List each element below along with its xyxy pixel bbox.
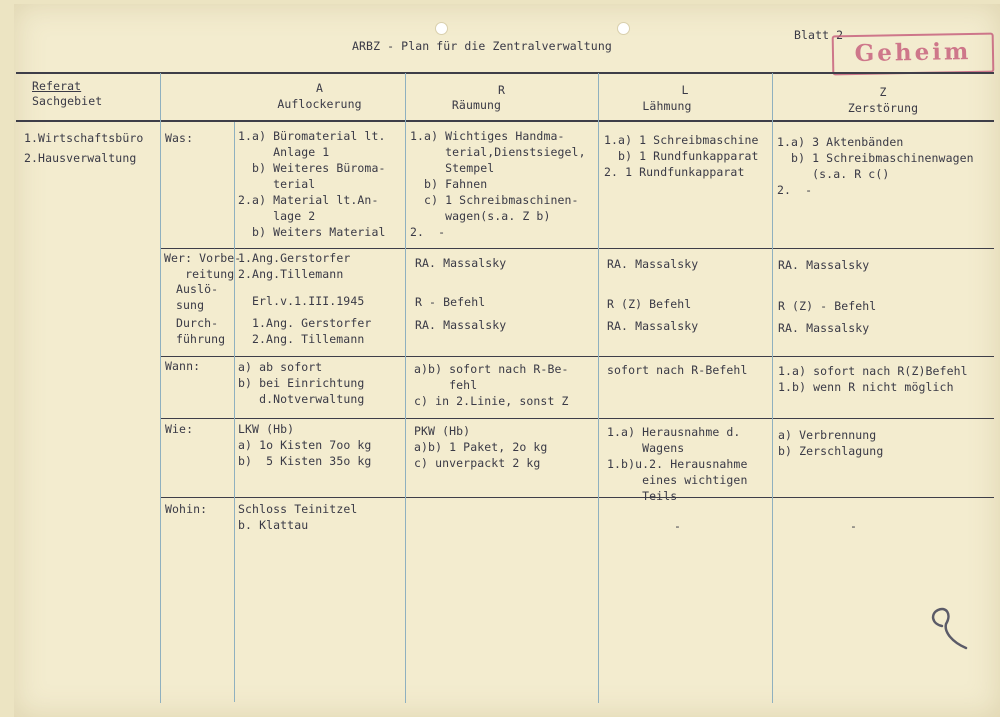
- wann-cell-z: 1.a) sofort nach R(Z)Befehl 1.b) wenn R nicht möglich: [778, 364, 968, 394]
- header-a-name: Auflockerung: [277, 97, 362, 111]
- row-label-was: Was:: [165, 131, 194, 145]
- wer-z-ausloesung: R (Z) - Befehl: [778, 299, 877, 313]
- rule-was-bottom: [160, 248, 994, 249]
- rule-wie-bottom: [160, 497, 994, 498]
- wann-cell-a: a) ab sofort b) bei Einrichtung d.Notverwaltung: [238, 360, 365, 406]
- wer-a-ausloesung: Erl.v.1.III.1945: [252, 294, 365, 308]
- rule-top: [16, 72, 994, 74]
- wie-cell-r: PKW (Hb) a)b) 1 Paket, 2o kg c) unverpackt 2 kg: [414, 424, 548, 470]
- rule-wer-bottom: [160, 356, 994, 357]
- row-label-wohin: Wohin:: [165, 502, 208, 516]
- punch-hole-left: [435, 22, 448, 35]
- header-referat: Referat: [32, 79, 82, 93]
- wer-r-vorbereitung: RA. Massalsky: [415, 256, 507, 270]
- column-rule-2: [234, 122, 235, 702]
- wohin-cell-z: -: [850, 519, 858, 533]
- geheim-stamp: Geheim: [832, 33, 995, 76]
- referat-item-2: 2.Hausverwaltung: [24, 151, 137, 165]
- wann-cell-l: sofort nach R-Befehl: [607, 363, 748, 377]
- wer-a-vorbereitung: 1.Ang.Gerstorfer 2.Ang.Tillemann: [238, 251, 351, 281]
- wer-z-durchfuehrung: RA. Massalsky: [778, 321, 870, 335]
- wer-a-durchfuehrung: 1.Ang. Gerstorfer 2.Ang. Tillemann: [252, 316, 372, 346]
- row-label-wer-durchfuehrung: Durch- führung: [176, 316, 226, 346]
- referat-item-1: 1.Wirtschaftsbüro: [24, 131, 144, 145]
- header-sachgebiet: Sachgebiet: [32, 94, 103, 108]
- sheet-number: Blatt 2: [794, 28, 844, 42]
- header-r-letter: R: [497, 83, 506, 97]
- was-cell-a: 1.a) Büromaterial lt. Anlage 1 b) Weiteres Büroma- terial 2.a) Material lt.An- lage 2 b) Weiters Material: [238, 129, 386, 239]
- wer-l-vorbereitung: RA. Massalsky: [607, 257, 699, 271]
- document-title: ARBZ - Plan für die Zentralverwaltung: [352, 39, 612, 53]
- column-rule-3: [405, 73, 406, 703]
- header-l-letter: L: [681, 83, 689, 97]
- wer-l-durchfuehrung: RA. Massalsky: [607, 319, 699, 333]
- wann-cell-r: a)b) sofort nach R-Be- fehl c) in 2.Linie, sonst Z: [414, 362, 569, 408]
- was-cell-l: 1.a) 1 Schreibmaschine b) 1 Rundfunkapparat 2. 1 Rundfunkapparat: [604, 133, 759, 179]
- wer-r-durchfuehrung: RA. Massalsky: [415, 318, 507, 332]
- row-label-wer-ausloesung: Auslö- sung: [176, 282, 219, 312]
- header-r-name: Räumung: [451, 98, 502, 112]
- header-z-name: Zerstörung: [847, 101, 919, 115]
- column-rule-5: [772, 73, 773, 703]
- wie-cell-a: LKW (Hb) a) 1o Kisten 7oo kg b) 5 Kisten 35o kg: [238, 422, 372, 468]
- pencil-mark-nine: [922, 604, 972, 654]
- row-label-wann: Wann:: [165, 359, 201, 373]
- header-a-letter: A: [315, 81, 324, 95]
- header-z-letter: Z: [879, 85, 887, 99]
- column-rule-1: [160, 73, 161, 703]
- wohin-cell-a: Schloss Teinitzel b. Klattau: [238, 502, 358, 532]
- wie-cell-l: 1.a) Herausnahme d. Wagens 1.b)u.2. Herausnahme eines wichtigen Teils: [607, 425, 748, 503]
- row-label-wie: Wie:: [165, 422, 194, 436]
- punch-hole-right: [617, 22, 630, 35]
- rule-header-bottom: [16, 120, 994, 122]
- header-l-name: Lähmung: [642, 99, 692, 113]
- wer-r-ausloesung: R - Befehl: [415, 295, 486, 309]
- wohin-cell-l: -: [674, 519, 682, 533]
- wie-cell-z: a) Verbrennung b) Zerschlagung: [778, 428, 884, 458]
- wer-l-ausloesung: R (Z) Befehl: [607, 297, 692, 311]
- was-cell-z: 1.a) 3 Aktenbänden b) 1 Schreibmaschinenwagen (s.a. R c() 2. -: [777, 135, 974, 197]
- was-cell-r: 1.a) Wichtiges Handma- terial,Dienstsiegel, Stempel b) Fahnen c) 1 Schreibmaschinen- wagen(s.a. Z b) 2. -: [410, 129, 586, 239]
- rule-wann-bottom: [160, 418, 994, 419]
- row-label-wer-vorbereitung: Wer: Vorbe- reitung: [164, 251, 242, 281]
- column-rule-4: [598, 73, 599, 703]
- wer-z-vorbereitung: RA. Massalsky: [778, 258, 870, 272]
